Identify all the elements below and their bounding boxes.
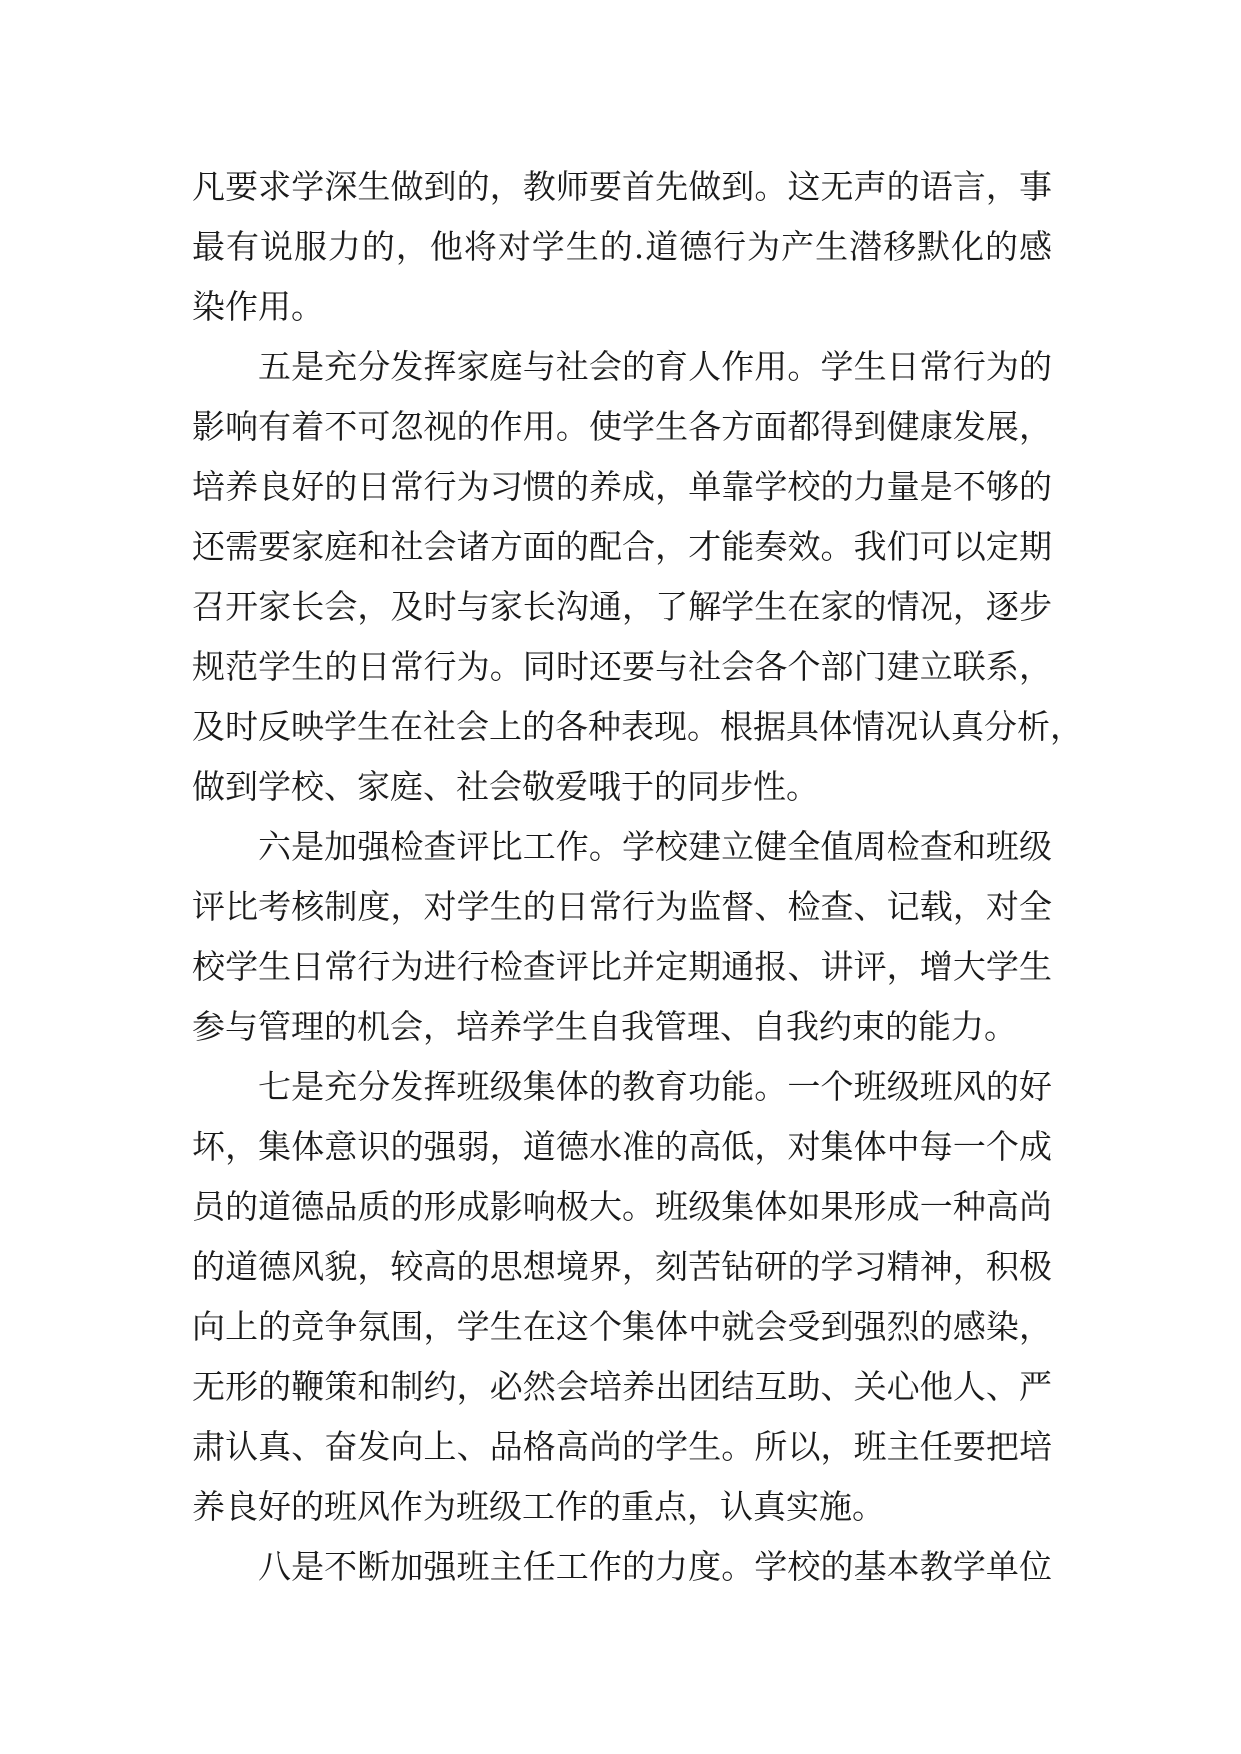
paragraph xyxy=(192,1057,1052,1537)
text-line: 肃认真、奋发向上、品格高尚的学生。所以，班主任要把培 xyxy=(192,1427,1052,1466)
text-line: 八是不断加强班主任工作的力度。学校的基本教学单位 xyxy=(258,1547,1052,1586)
paragraph xyxy=(192,1537,1052,1597)
text-line: 做到学校、家庭、社会敬爱哦于的同步性。 xyxy=(192,767,819,806)
text-line: 参与管理的机会，培养学生自我管理、自我约束的能力。 xyxy=(192,1007,1017,1046)
text-line: 校学生日常行为进行检查评比并定期通报、讲评，增大学生 xyxy=(192,947,1052,986)
text-line: 六是加强检查评比工作。学校建立健全值周检查和班级 xyxy=(258,827,1052,866)
text-line: 五是充分发挥家庭与社会的育人作用。学生日常行为的 xyxy=(258,347,1052,386)
text-line: 评比考核制度，对学生的日常行为监督、检查、记载，对全 xyxy=(192,887,1052,926)
paragraph xyxy=(192,157,1052,337)
paragraph xyxy=(192,817,1052,1057)
text-line: 七是充分发挥班级集体的教育功能。一个班级班风的好 xyxy=(258,1067,1052,1106)
document-body xyxy=(192,157,1083,1597)
text-line: 养良好的班风作为班级工作的重点，认真实施。 xyxy=(192,1487,885,1526)
text-line: 规范学生的日常行为。同时还要与社会各个部门建立联系， xyxy=(192,647,1052,686)
text-line: 还需要家庭和社会诸方面的配合，才能奏效。我们可以定期 xyxy=(192,527,1052,566)
text-line: 坏，集体意识的强弱，道德水准的高低，对集体中每一个成 xyxy=(192,1127,1052,1166)
text-line: 凡要求学深生做到的，教师要首先做到。这无声的语言，事 xyxy=(192,167,1052,206)
text-line: 召开家长会，及时与家长沟通，了解学生在家的情况，逐步 xyxy=(192,587,1052,626)
text-line: 员的道德品质的形成影响极大。班级集体如果形成一种高尚 xyxy=(192,1187,1052,1226)
text-line: 染作用。 xyxy=(192,287,324,326)
text-line: 最有说服力的，他将对学生的.道德行为产生潜移默化的感 xyxy=(192,227,1052,266)
text-line: 的道德风貌，较高的思想境界，刻苦钻研的学习精神，积极 xyxy=(192,1247,1052,1286)
text-line: 及时反映学生在社会上的各种表现。根据具体情况认真分析， xyxy=(192,707,1083,746)
text-line: 无形的鞭策和制约，必然会培养出团结互助、关心他人、严 xyxy=(192,1367,1052,1406)
text-line: 培养良好的日常行为习惯的养成，单靠学校的力量是不够的 xyxy=(192,467,1052,506)
text-line: 影响有着不可忽视的作用。使学生各方面都得到健康发展， xyxy=(192,407,1052,446)
text-line: 向上的竞争氛围，学生在这个集体中就会受到强烈的感染， xyxy=(192,1307,1052,1346)
paragraph xyxy=(192,337,1083,817)
